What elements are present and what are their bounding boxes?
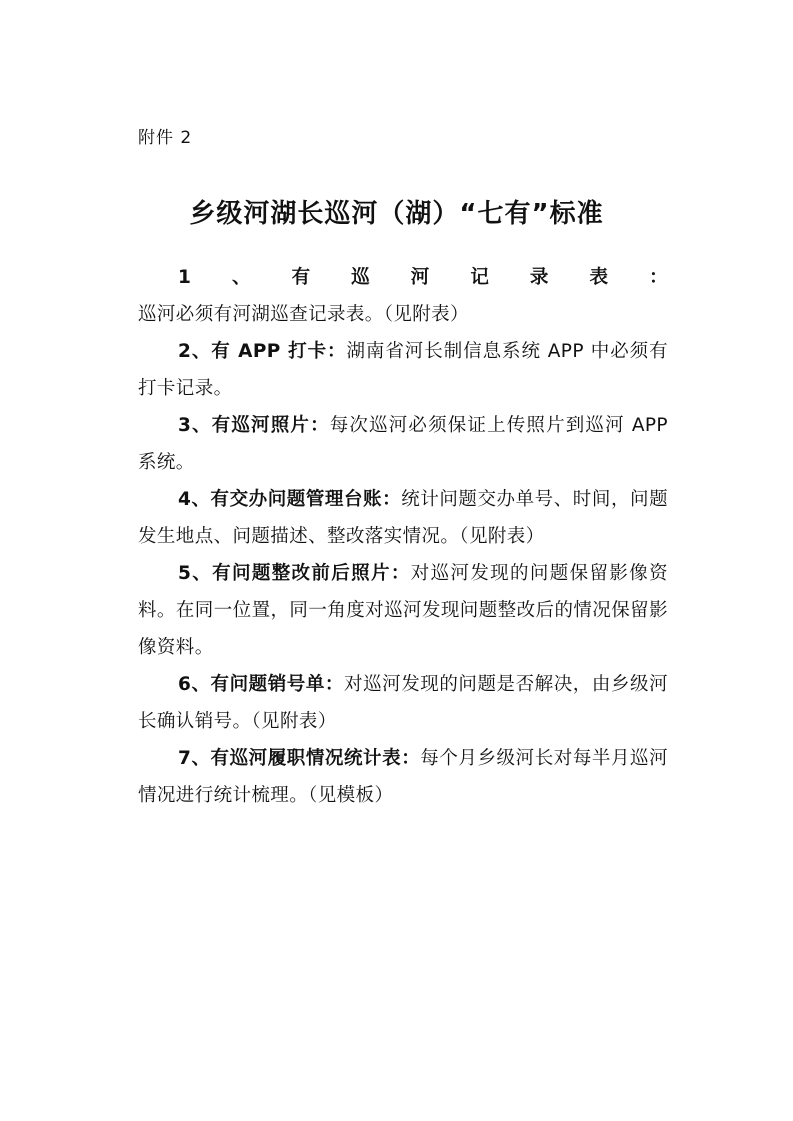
standard-item-3 bbox=[138, 407, 668, 481]
item-heading: 有巡河履职情况统计表： bbox=[210, 748, 421, 769]
item-text: 湖南省河长制信息系统 APP 中必须有打卡记录。 bbox=[138, 341, 668, 399]
item-heading: 有交办问题管理台账： bbox=[210, 489, 402, 510]
standard-item-4 bbox=[138, 481, 668, 555]
item-text: 每个月乡级河长对每半月巡河情况进行统计梳理。（见模板） bbox=[138, 748, 668, 806]
item-text: 巡河必须有河湖巡查记录表。（见附表） bbox=[138, 304, 469, 325]
item-number: 3、 bbox=[178, 415, 212, 436]
item-heading: 有 APP 打卡： bbox=[211, 341, 347, 362]
standards-list bbox=[138, 259, 668, 814]
item-text: 对巡河发现的问题保留影像资料。在同一位置，同一角度对巡河发现问题整改后的情况保留影像资料。 bbox=[138, 563, 668, 658]
item-heading: 有巡河记录表： bbox=[291, 267, 668, 288]
item-heading: 有问题整改前后照片： bbox=[212, 563, 411, 584]
item-number: 1、 bbox=[178, 267, 292, 288]
item-text: 每次巡河必须保证上传照片到巡河 APP 系统。 bbox=[138, 415, 668, 473]
item-heading: 有问题销号单： bbox=[210, 674, 344, 695]
standard-item-1 bbox=[138, 259, 668, 333]
standard-item-7 bbox=[138, 740, 668, 814]
document-title: 乡级河湖长巡河（湖）“七有”标准 bbox=[189, 199, 604, 229]
item-number: 7、 bbox=[178, 748, 211, 769]
item-number: 4、 bbox=[178, 489, 211, 510]
attachment-label: 附件 2 bbox=[138, 128, 193, 148]
item-number: 6、 bbox=[178, 674, 211, 695]
item-number: 2、 bbox=[178, 341, 212, 362]
item-heading: 有巡河照片： bbox=[211, 415, 330, 436]
item-text: 对巡河发现的问题是否解决，由乡级河长确认销号。（见附表） bbox=[138, 674, 668, 732]
item-number: 5、 bbox=[178, 563, 213, 584]
standard-item-5 bbox=[138, 555, 668, 666]
standard-item-2 bbox=[138, 333, 668, 407]
item-text: 统计问题交办单号、时间，问题发生地点、问题描述、整改落实情况。（见附表） bbox=[138, 489, 668, 547]
standard-item-6 bbox=[138, 666, 668, 740]
